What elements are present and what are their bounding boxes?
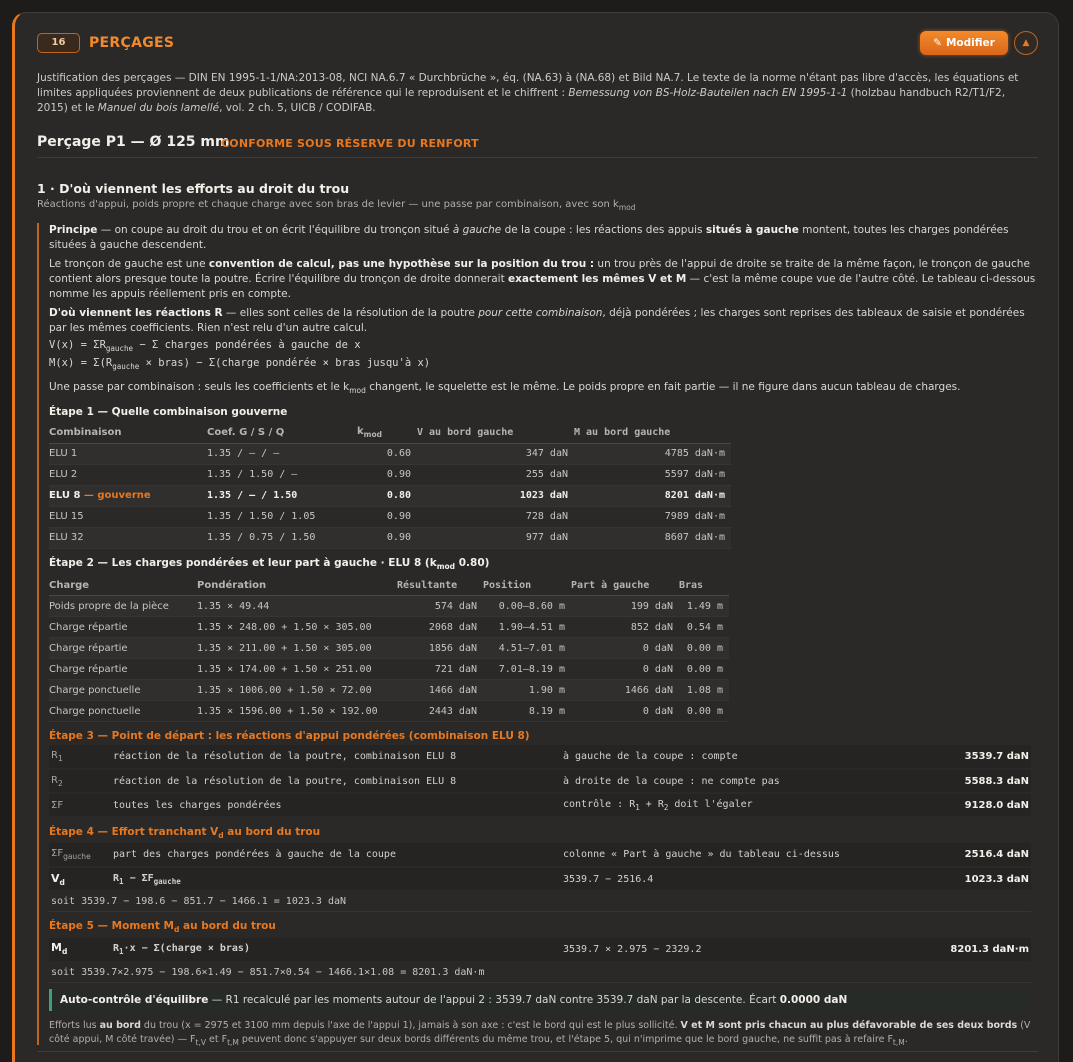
- percages-card: [12, 12, 1059, 1062]
- table-row: $\Sigma F_{gauche}$ part des charges pondérées à gauche de la coupe colonne « Part à gauche » du tableau ci-dessus 2516.4 daN: [49, 843, 1031, 867]
- passe-paragraph: Une passe par combinaison : seuls les coefficients et le $k_{mod}$ changent, le squelette est le même. Le poids propre en fait partie — il ne figure dans aucun tableau de charges.: [49, 381, 961, 396]
- moment-table: [49, 938, 1031, 963]
- equilibrium-check: Auto-contrôle d'équilibre — R1 recalculé par les moments autour de l'appui 2 : 3539.7 daN contre 3539.7 daN par la descente. Écart 0.0000 daN: [49, 989, 1031, 1011]
- table-row: Charge répartie 1.35 × 174.00 + 1.50 × 251.00 721 daN 7.01–8.19 m 0 daN 0.00 m: [49, 659, 729, 680]
- intro-text: (holzbau handbuch R2/T1/F2, 2015) et le: [37, 87, 1006, 114]
- col-header: Résultante: [397, 575, 483, 596]
- table-row: Charge ponctuelle 1.35 × 1596.00 + 1.50 × 192.00 2443 daN 8.19 m 0 daN 0.00 m: [49, 701, 729, 722]
- section-title: PERÇAGES: [89, 35, 175, 51]
- subsection-title: 1 · D'où viennent les efforts au droit du trou: [37, 181, 350, 196]
- etape2-title: Étape 2 — Les charges pondérées et leur part à gauche · ELU 8 ($k_{mod}$ 0.80): [49, 556, 490, 571]
- intro-text: , vol. 2 ch. 5, UICB / CODIFAB.: [219, 102, 376, 114]
- table-row: Charge répartie 1.35 × 211.00 + 1.50 × 305.00 1856 daN 4.51–7.01 m 0 daN 0.00 m: [49, 638, 729, 659]
- shear-table: [49, 843, 1031, 892]
- divider: [37, 1051, 1038, 1052]
- percage-status-badge: CONFORME SOUS RÉSERVE DU RENFORT: [221, 137, 479, 150]
- etape5-title: Étape 5 — Moment $M_d$ au bord du trou: [49, 920, 276, 935]
- col-header: Bras: [679, 575, 729, 596]
- table-row: Charge répartie 1.35 × 248.00 + 1.50 × 305.00 2068 daN 1.90–4.51 m 852 daN 0.54 m: [49, 617, 729, 638]
- table-row: $V_d$ $R_1 - \Sigma F_{gauche}$ 3539.7 − 2516.4 1023.3 daN: [49, 867, 1031, 891]
- table-row: $M_d$ $R_1\cdot x$ − Σ(charge × bras) 3539.7 × 2.975 − 2329.2 8201.3 daN·m: [49, 938, 1031, 962]
- col-header: V au bord gauche: [417, 422, 574, 443]
- col-header: Pondération: [197, 575, 397, 596]
- intro-reference: Bemessung von BS-Holz-Bauteilen nach EN 1995-1-1: [568, 87, 848, 99]
- intro-text: Justification des perçages — DIN EN 1995-1-1/NA:2013-08, NCI NA.6.7 « Durchbrüche », éq. (NA.63) à (NA.68) et Bild NA.7. Le texte de la norme n'étant pas libre d'accès, les équations et limites appliquées proviennent de deux publications de référence qui le reproduisent et le chiffrent :: [37, 72, 1019, 99]
- modify-button-label: Modifier: [945, 37, 995, 49]
- card-header: [37, 33, 1038, 61]
- reactions-table: [49, 745, 1031, 818]
- col-header: Position: [483, 575, 571, 596]
- col-header: Charge: [49, 575, 197, 596]
- subtitle-text: Réactions d'appui, poids propre et chaque charge avec son bras de levier — une passe par combinaison, avec son k: [37, 199, 619, 210]
- formula-v: $V(x) = \Sigma R_{gauche} - \Sigma$ charges pondérées à gauche de x: [49, 339, 361, 354]
- etape1-title: Étape 1 — Quelle combinaison gouverne: [49, 406, 288, 419]
- shear-detail: soit 3539.7 − 198.6 − 851.7 − 1466.1 = 1023.3 daN: [49, 892, 1031, 912]
- formula-m: $M(x) = \Sigma(R_{gauche}$ × bras) − Σ(charge pondérée × bras jusqu'à x): [49, 357, 431, 372]
- subtitle-subscript: mod: [618, 203, 636, 212]
- percage-title: Perçage P1 — Ø 125 mm: [37, 134, 230, 150]
- intro-paragraph: [37, 71, 1037, 116]
- col-header: Coef. G / S / Q: [207, 422, 357, 443]
- subsection-subtitle: [37, 199, 635, 212]
- col-header: Combinaison: [49, 422, 207, 443]
- moment-detail: soit 3539.7×2.975 − 198.6×1.49 − 851.7×0.54 − 1466.1×1.08 = 8201.3 daN·m: [49, 963, 1031, 983]
- table-row: ELU 15 1.35 / 1.50 / 1.05 0.90 728 daN 7989 daN·m: [49, 506, 731, 527]
- modify-button[interactable]: [920, 31, 1008, 55]
- table-row: ELU 2 1.35 / 1.50 / — 0.90 255 daN 5597 daN·m: [49, 464, 731, 485]
- section-number-badge: 16: [37, 33, 80, 53]
- divider: [37, 157, 1038, 158]
- calculation-block: [37, 223, 1037, 1045]
- table-row: $R_1$ réaction de la résolution de la poutre, combinaison ELU 8 à gauche de la coupe : compte 3539.7 daN: [49, 745, 1031, 769]
- table-row: $R_2$ réaction de la résolution de la poutre, combinaison ELU 8 à droite de la coupe : ne compte pas 5588.3 daN: [49, 769, 1031, 793]
- chevron-up-icon[interactable]: ▲: [1014, 31, 1038, 55]
- intro-reference: Manuel du bois lamellé: [97, 102, 220, 114]
- etape3-title: Étape 3 — Point de départ : les réactions d'appui pondérées (combinaison ELU 8): [49, 730, 530, 743]
- table-row: ΣF toutes les charges pondérées contrôle : $R_1 + R_2$ doit l'égaler 9128.0 daN: [49, 793, 1031, 817]
- convention-paragraph: Le tronçon de gauche est une convention de calcul, pas une hypothèse sur la position du trou : un trou près de l'appui de droite se traite de la même façon, le tronçon de gauche contient alors presque toute la poutre. Écrire l'équilibre du tronçon de droite donnerait exactement les mêmes V et M — c'est la même coupe vue de l'autre côté. Le tableau ci-dessous nomme les appuis réellement pris en compte.: [49, 258, 1036, 300]
- table-row: ELU 32 1.35 / 0.75 / 1.50 0.90 977 daN 8607 daN·m: [49, 527, 731, 548]
- col-header: $k_{mod}$: [357, 422, 417, 443]
- col-header: M au bord gauche: [574, 422, 731, 443]
- etape4-title: Étape 4 — Effort tranchant $V_d$ au bord du trou: [49, 826, 321, 841]
- charges-table: [49, 575, 729, 723]
- footnote: Efforts lus au bord du trou (x = 2975 et 3100 mm depuis l'axe de l'appui 1), jamais à son axe : c'est le bord qui est le plus sollicité. V et M sont pris chacun au plus défavorable de ses deux bords (V côté appui, M côté travée) — $F_{t,V}$ et $F_{t,M}$ peuvent donc s'appuyer sur deux bords différents du même trou, et l'étape 5, qui n'imprime que le bord gauche, ne suffit pas à refaire $F_{t,M}$.: [49, 1019, 1031, 1047]
- reactions-paragraph: D'où viennent les réactions R — elles sont celles de la résolution de la poutre pour cette combinaison, déjà pondérées ; les charges sont reprises des tableaux de saisie et pondérées par les mêmes coefficients. Rien n'est relu d'un autre calcul.: [49, 307, 1025, 334]
- table-row: Poids propre de la pièce 1.35 × 49.44 574 daN 0.00–8.60 m 199 daN 1.49 m: [49, 596, 729, 617]
- principe-paragraph: Principe — on coupe au droit du trou et on écrit l'équilibre du tronçon situé à gauche de la coupe : les réactions des appuis situés à gauche montent, toutes les charges pondérées situées à gauche descendent.: [49, 224, 1009, 251]
- table-row: Charge ponctuelle 1.35 × 1006.00 + 1.50 × 72.00 1466 daN 1.90 m 1466 daN 1.08 m: [49, 680, 729, 701]
- combinations-table: [49, 422, 731, 549]
- col-header: Part à gauche: [571, 575, 679, 596]
- table-row-governing: ELU 8 — gouverne 1.35 / — / 1.50 0.80 1023 daN 8201 daN·m: [49, 485, 731, 506]
- pencil-icon: ✎: [933, 37, 942, 49]
- table-row: ELU 1 1.35 / — / — 0.60 347 daN 4785 daN·m: [49, 443, 731, 464]
